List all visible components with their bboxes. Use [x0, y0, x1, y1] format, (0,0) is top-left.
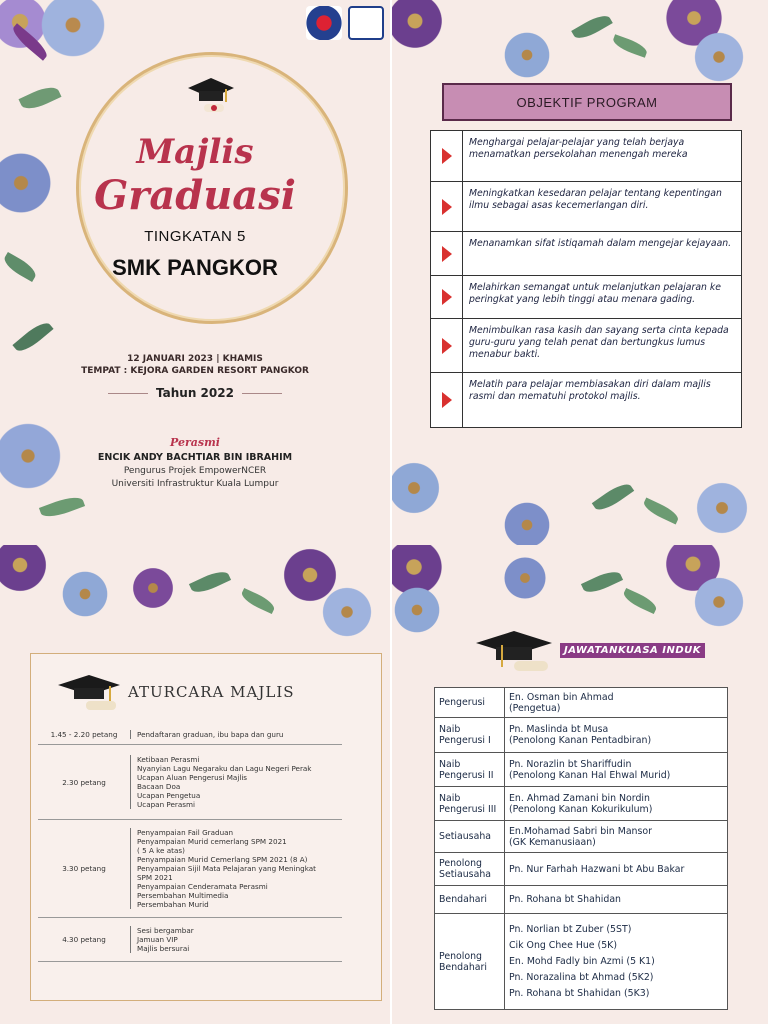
flower-decoration: [694, 480, 750, 536]
event-date: 12 JANUARI 2023 | KHAMIS: [127, 354, 263, 364]
flower-decoration: [502, 500, 552, 545]
play-arrow-icon: [431, 319, 463, 372]
objectives-list: [430, 130, 742, 427]
table-row: [435, 821, 728, 853]
schedule-time: 2.30 petang: [62, 777, 106, 787]
objective-item: [430, 318, 742, 373]
table-row: [435, 718, 728, 753]
flower-decoration: [392, 585, 442, 635]
play-arrow-icon: [431, 182, 463, 231]
objective-text: Menghargai pelajar-pelajar yang telah berjaya menamatkan persekolahan menengah mereka: [469, 137, 688, 160]
member-name: En. Ahmad Zamani bin Nordin: [509, 792, 650, 804]
play-arrow-icon: [431, 232, 463, 275]
objective-item: [430, 275, 742, 319]
leaf-decoration: [621, 588, 659, 614]
committee-table: [434, 687, 728, 1010]
member-name: (Penolong Kanan Hal Ehwal Murid): [509, 769, 671, 781]
member-name: En. Mohd Fadly bin Azmi (5 K1): [509, 955, 655, 967]
schedule-heading: ATURCARA MAJLIS: [128, 683, 295, 701]
schedule-item: Persembahan Murid: [137, 900, 209, 909]
officiant-label: Perasmi: [170, 436, 220, 449]
leaf-decoration: [239, 588, 277, 614]
leaf-decoration: [12, 318, 53, 356]
committee-panel: [392, 545, 768, 1024]
member-name: Cik Ong Chee Hue (5K): [509, 939, 617, 951]
graduation-cap-icon: [474, 627, 554, 679]
role-cell: Penolong Setiausaha: [435, 853, 505, 886]
member-name: (Pengetua): [509, 702, 561, 714]
event-title-line1: Majlis: [136, 132, 254, 172]
objectives-heading: OBJEKTIF PROGRAM: [442, 83, 732, 121]
name-cell: [505, 914, 728, 1010]
event-year: [0, 386, 390, 400]
member-name: (Penolong Kanan Kokurikulum): [509, 803, 653, 815]
event-venue: TEMPAT : KEJORA GARDEN RESORT PANGKOR: [81, 366, 309, 376]
flower-decoration: [392, 0, 446, 52]
cover-panel: [0, 0, 390, 545]
schedule-item: Nyanyian Lagu Negaraku dan Lagu Negeri Perak: [137, 764, 312, 773]
schedule-item: Penyampaian Murid Cemerlang SPM 2021 (8 A): [137, 855, 308, 864]
objective-text: Menimbulkan rasa kasih dan sayang serta cinta kepada guru-guru yang telah penat dan bertungkus lumus menabur bakti.: [469, 325, 729, 360]
name-cell: [505, 787, 728, 821]
role-cell: Naib Pengerusi I: [435, 718, 505, 753]
school-name: SMK PANGKOR: [112, 255, 278, 280]
schedule-panel: [0, 545, 390, 1024]
objective-text: Menanamkan sifat istiqamah dalam mengejar kejayaan.: [469, 238, 732, 249]
schedule-row: [38, 725, 342, 745]
objective-item: [430, 130, 742, 182]
schedule-items: [130, 926, 342, 953]
committee-heading: JAWATANKUASA INDUK: [560, 643, 705, 658]
member-name: Pn. Rohana bt Shahidan: [509, 894, 622, 905]
objective-text: Melatih para pelajar membiasakan diri dalam majlis rasmi dan mematuhi protokol majlis.: [469, 379, 711, 402]
flower-decoration: [130, 565, 176, 611]
member-name: Pn. Norazlin bt Shariffudin: [509, 758, 632, 770]
leaf-decoration: [571, 11, 613, 43]
schedule-table: [38, 725, 342, 962]
schedule-items: [130, 828, 342, 909]
play-arrow-icon: [431, 131, 463, 181]
table-row: [435, 886, 728, 914]
member-name: Pn. Norazalina bt Ahmad (5K2): [509, 971, 654, 983]
schedule-time: 4.30 petang: [62, 935, 106, 944]
member-name: Pn. Maslinda bt Musa: [509, 724, 609, 735]
officiant-name: ENCIK ANDY BACHTIAR BIN IBRAHIM: [97, 452, 293, 463]
year-label: Tahun 2022: [156, 386, 234, 400]
schedule-item: ( 5 A ke atas): [137, 846, 185, 855]
objective-item: [430, 231, 742, 276]
name-cell: [505, 853, 728, 886]
officiant-role: Pengurus Projek EmpowerNCER: [123, 466, 267, 476]
objective-item: [430, 181, 742, 232]
schedule-time: 3.30 petang: [62, 864, 106, 873]
name-cell: [505, 886, 728, 914]
flower-decoration: [60, 569, 110, 619]
schedule-item: Jamuan VIP: [137, 935, 178, 944]
name-cell: [505, 688, 728, 718]
schedule-items: [130, 755, 342, 809]
role-cell: Setiausaha: [435, 821, 505, 853]
flower-decoration: [0, 545, 50, 595]
role-cell: Pengerusi: [435, 688, 505, 718]
member-name: Pn. Rohana bt Shahidan (5K3): [509, 987, 650, 999]
role-cell: Bendahari: [435, 886, 505, 914]
school-logo-icon: [306, 6, 342, 40]
schedule-row: [38, 820, 342, 918]
table-row: [435, 787, 728, 821]
leaf-decoration: [189, 567, 231, 597]
graduation-cap-icon: [186, 74, 236, 116]
schedule-item: Sesi bergambar: [137, 926, 194, 935]
role-cell: Naib Pengerusi II: [435, 753, 505, 787]
schedule-items: [130, 730, 342, 739]
name-cell: [505, 753, 728, 787]
member-name: Pn. Nur Farhah Hazwani bt Abu Bakar: [509, 863, 685, 875]
objective-text: Melahirkan semangat untuk melanjutkan pelajaran ke peringkat yang lebih tinggi atau menara gading.: [469, 282, 721, 305]
leaf-decoration: [581, 567, 623, 597]
play-arrow-icon: [431, 276, 463, 318]
leaf-decoration: [39, 493, 85, 521]
schedule-row: [38, 918, 342, 962]
role-cell: Naib Pengerusi III: [435, 787, 505, 821]
leaf-decoration: [641, 498, 681, 525]
schedule-item: SPM 2021: [137, 873, 173, 882]
member-name: (Penolong Kanan Pentadbiran): [509, 735, 652, 746]
schedule-item: Penyampaian Cenderamata Perasmi: [137, 882, 268, 891]
leaf-decoration: [592, 479, 634, 515]
objective-text: Meningkatkan kesedaran pelajar tentang kepentingan ilmu sebagai asas kecemerlangan diri.: [469, 188, 722, 211]
schedule-item: Penyampaian Fail Graduan: [137, 828, 234, 837]
member-name: En. Osman bin Ahmad: [509, 691, 614, 703]
schedule-item: Ucapan Pengetua: [137, 791, 201, 800]
role-cell: Penolong Bendahari: [435, 914, 505, 1010]
level-label: TINGKATAN 5: [144, 228, 246, 245]
table-row: [435, 688, 728, 718]
table-row: [435, 853, 728, 886]
schedule-item: Penyampaian Sijil Mata Pelajaran yang Meningkat: [137, 864, 316, 873]
school-logo-icon: [348, 6, 384, 40]
flower-decoration: [38, 0, 108, 60]
schedule-item: Ucapan Perasmi: [137, 800, 196, 809]
flower-decoration: [502, 30, 552, 80]
leaf-decoration: [611, 34, 649, 58]
schedule-row: [38, 745, 342, 820]
flower-decoration: [502, 555, 548, 601]
schedule-item: Pendaftaran graduan, ibu bapa dan guru: [137, 730, 284, 739]
flower-decoration: [692, 30, 746, 84]
name-cell: [505, 718, 728, 753]
flower-decoration: [320, 585, 374, 639]
schedule-item: Ucapan Aluan Pengerusi Majlis: [137, 773, 248, 782]
member-name: (GK Kemanusiaan): [509, 836, 596, 848]
schedule-item: Majlis bersurai: [137, 944, 190, 953]
schedule-item: Penyampaian Murid cemerlang SPM 2021: [137, 837, 287, 846]
member-name: Pn. Norlian bt Zuber (5ST): [509, 923, 632, 935]
table-row: [435, 753, 728, 787]
schedule-time: 1.45 - 2.20 petang: [50, 730, 118, 739]
schedule-item: Persembahan Multimedia: [137, 891, 229, 900]
officiant-org: Universiti Infrastruktur Kuala Lumpur: [111, 479, 279, 489]
graduation-cap-icon: [56, 671, 122, 715]
schedule-item: Bacaan Doa: [137, 782, 181, 791]
table-row: [435, 914, 728, 1010]
event-title-line2: Graduasi: [94, 172, 296, 219]
play-arrow-icon: [431, 373, 463, 427]
flower-decoration: [692, 575, 746, 629]
schedule-item: Ketibaan Perasmi: [137, 755, 200, 764]
member-name: En.Mohamad Sabri bin Mansor: [509, 825, 652, 837]
objective-item: [430, 372, 742, 428]
leaf-decoration: [18, 82, 61, 113]
name-cell: [505, 821, 728, 853]
objectives-panel: [392, 0, 768, 545]
flower-decoration: [392, 460, 442, 516]
